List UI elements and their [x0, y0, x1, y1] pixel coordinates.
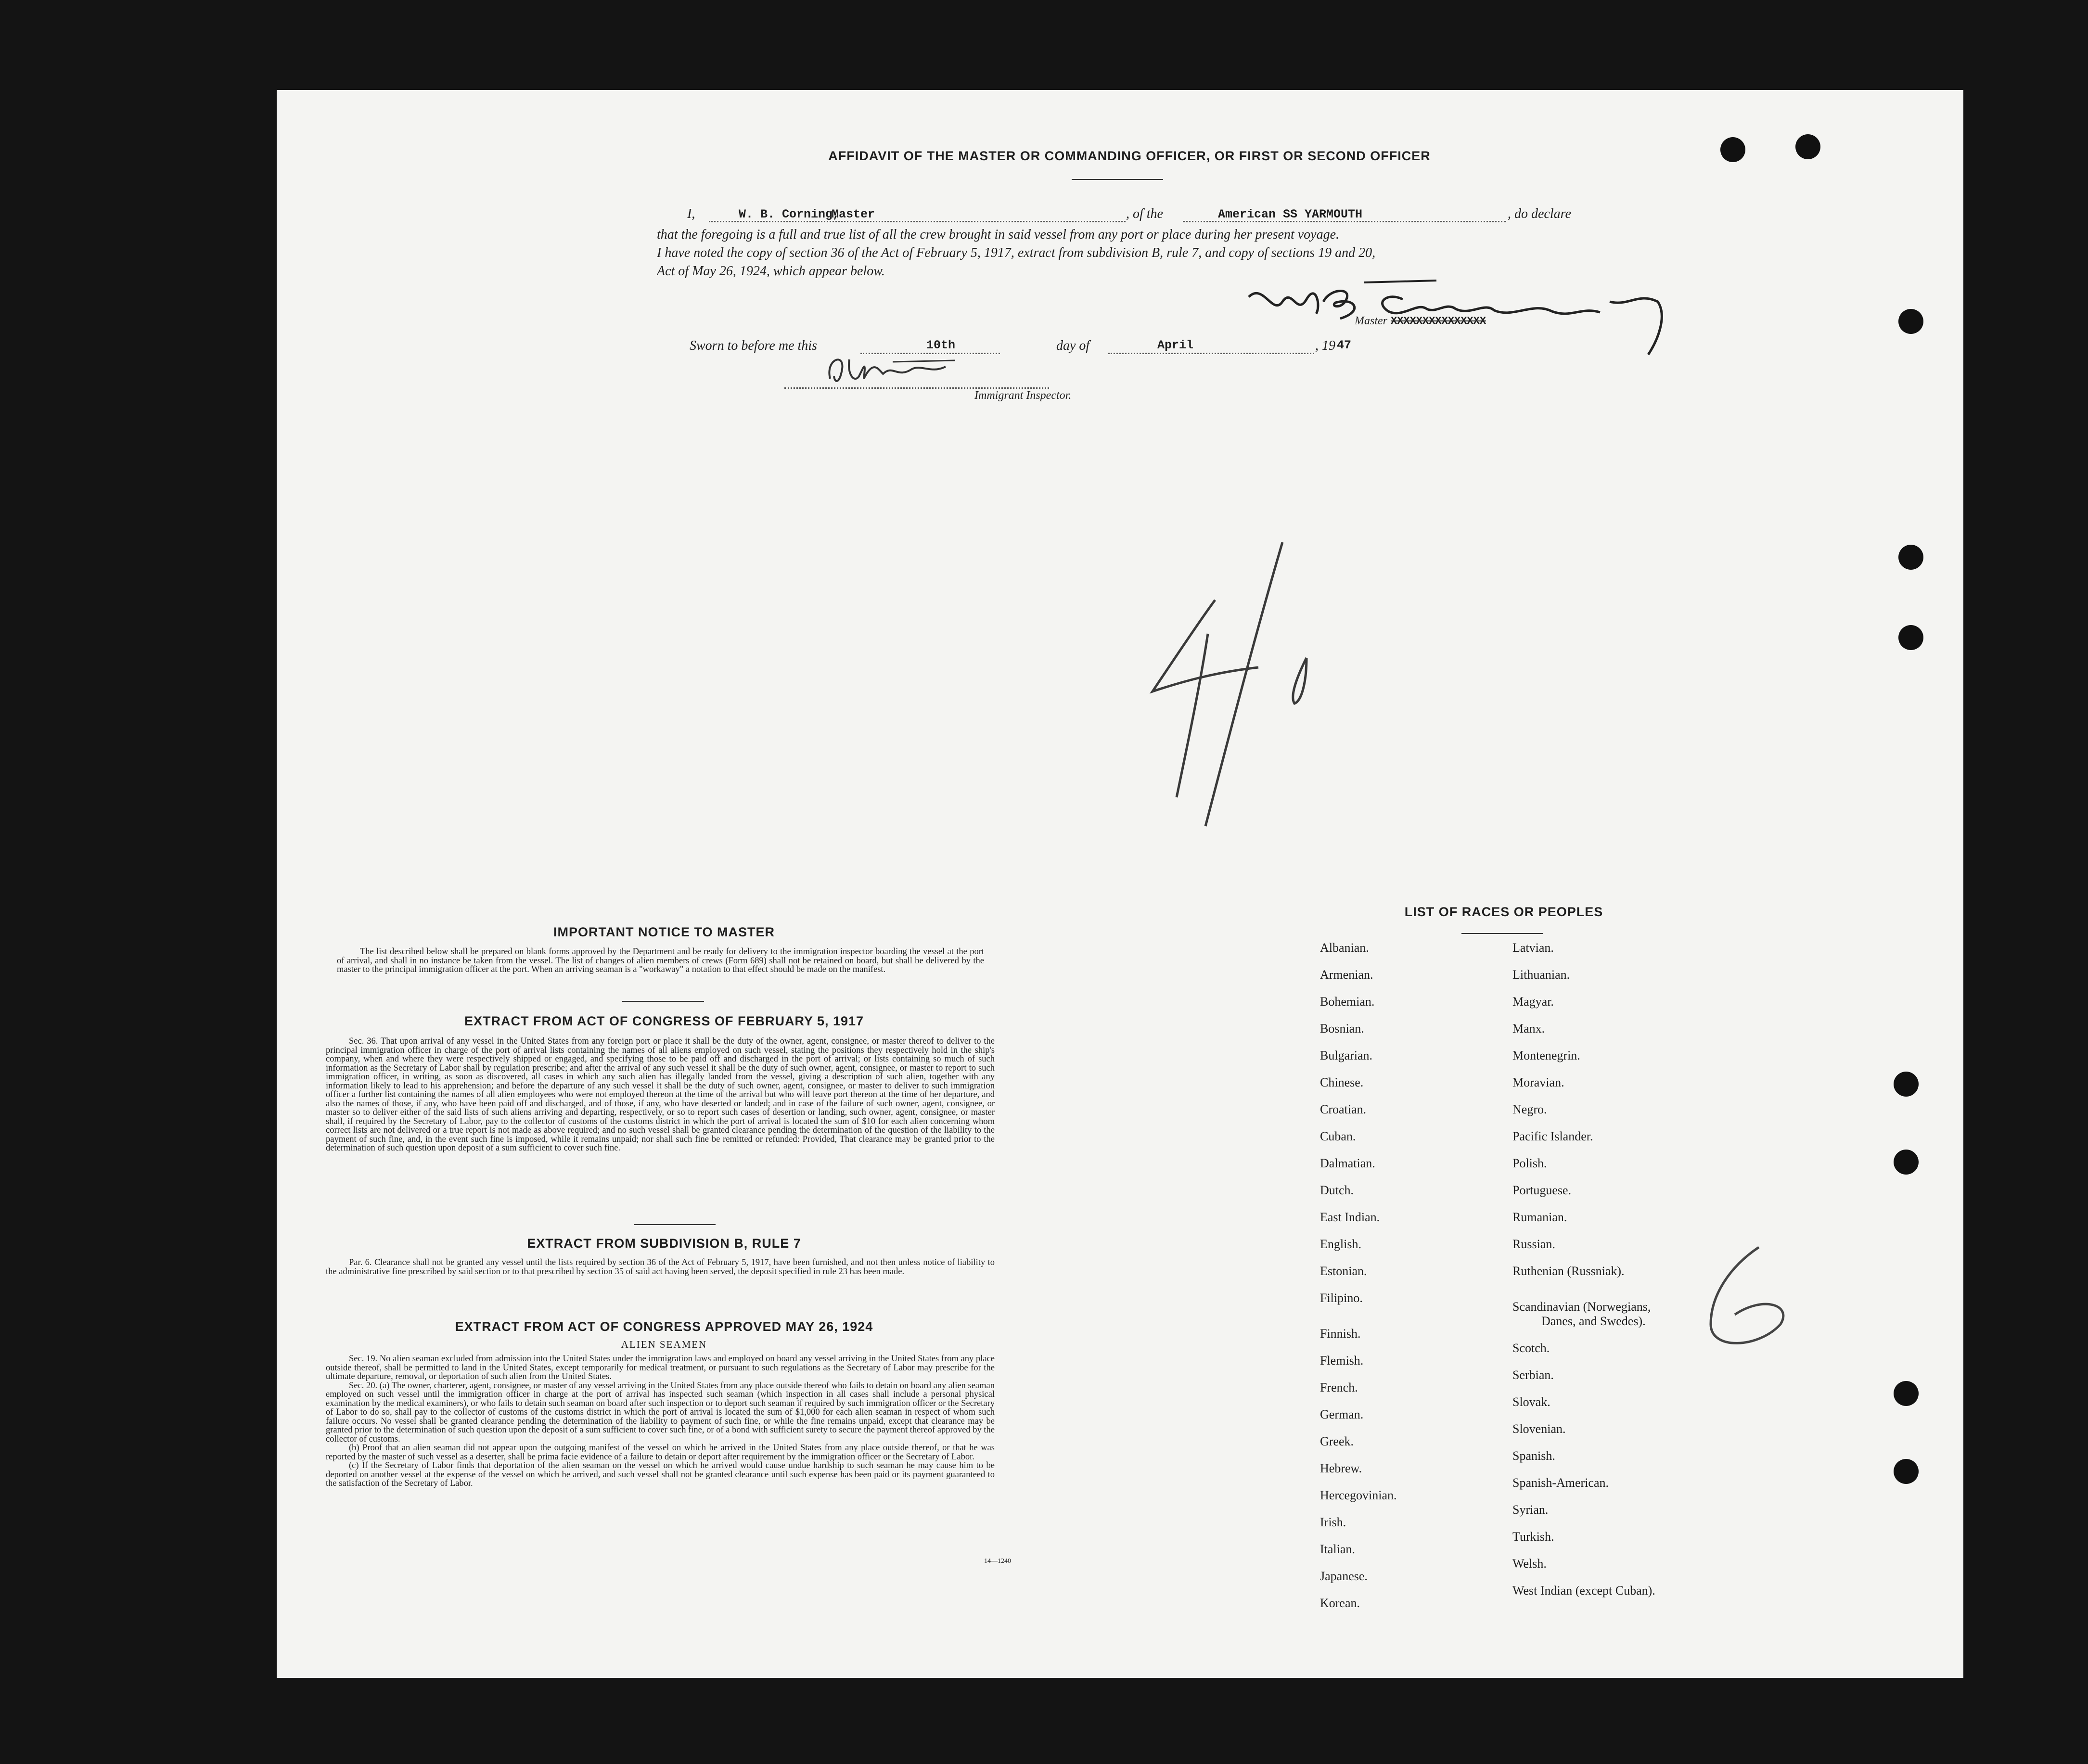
race-item: Syrian.	[1512, 1503, 1549, 1517]
race-item: Russian.	[1512, 1237, 1555, 1251]
races-title: LIST OF RACES OR PEOPLES	[1404, 905, 1603, 919]
race-item: Estonian.	[1320, 1264, 1367, 1278]
section-19-paragraph: Sec. 19. No alien seaman excluded from admission into the United States under the immigration laws and employed on board any vessel arriving in the United States from any place outside thereof, shall be permitted to land in the United States, except temporarily for medical treatment, or pursuant to such regulations as the Secretary of Labor may prescribe for the ultimate departure, removal, or deportation of such alien from the United States.	[326, 1354, 995, 1381]
race-item: Dutch.	[1320, 1183, 1354, 1197]
year-prefix: , 19	[1315, 338, 1335, 353]
race-item: Pacific Islander.	[1512, 1129, 1593, 1143]
extract-1917-body	[326, 1037, 995, 1153]
subdivision-b-title: EXTRACT FROM SUBDIVISION B, RULE 7	[527, 1236, 801, 1251]
extract-1924-body	[326, 1355, 995, 1488]
binder-hole	[1898, 309, 1923, 334]
race-item: Montenegrin.	[1512, 1048, 1580, 1062]
inspector-label: Immigrant Inspector.	[974, 389, 1072, 402]
race-item: Japanese.	[1320, 1569, 1368, 1583]
races-right-column	[1512, 90, 1801, 1678]
race-item: Latvian.	[1512, 941, 1554, 955]
form-number: 14—1240	[984, 1558, 1011, 1565]
sworn-line	[690, 338, 1363, 358]
race-item: Flemish.	[1320, 1354, 1364, 1368]
of-the-label: , of the	[1126, 206, 1163, 221]
race-item: Spanish-American.	[1512, 1476, 1609, 1490]
race-item: Danes, and Swedes).	[1541, 1314, 1646, 1328]
race-item: Greek.	[1320, 1434, 1354, 1448]
declaration-line-4: Act of May 26, 1924, which appear below.	[657, 264, 885, 279]
vessel-name: American SS YARMOUTH	[1218, 207, 1363, 221]
master-label: Master	[1355, 315, 1387, 327]
notice-body	[337, 947, 984, 974]
race-item: English.	[1320, 1237, 1361, 1251]
race-item: Dalmatian.	[1320, 1156, 1375, 1170]
race-item: Serbian.	[1512, 1368, 1554, 1382]
race-item: Bosnian.	[1320, 1022, 1364, 1035]
race-item: Scotch.	[1512, 1341, 1550, 1355]
document-page	[277, 90, 1963, 1678]
inspector-signature	[820, 350, 965, 388]
race-item: Slovenian.	[1512, 1422, 1566, 1436]
race-item: Bohemian.	[1320, 995, 1375, 1009]
race-item: Magyar.	[1512, 995, 1554, 1009]
race-item: Portuguese.	[1512, 1183, 1572, 1197]
month-value: April	[1157, 338, 1194, 352]
notice-paragraph: The list described below shall be prepared on blank forms approved by the Department and be ready for delivery to the immigration inspector boarding the vessel at the port of arrival, and shall in no instance be taken from the vessel. The list of changes of alien members of crews (Form 689) shall not be retained on board, but shall be delivered by the master to the principal immigration officer at the port. When an arriving seaman is a "workaway" a notation to that effect should be made on the manifest.	[337, 947, 984, 974]
race-item: Irish.	[1320, 1515, 1346, 1529]
binder-hole	[1894, 1150, 1919, 1175]
do-declare-label: , do declare	[1508, 206, 1571, 221]
binder-hole	[1894, 1072, 1919, 1097]
section-20c-paragraph: (c) If the Secretary of Labor finds that deportation of the alien seaman on the vessel on which he arrived would cause undue hardship to such seaman he may cause him to be deported on another vessel at the expense of the vessel on which he arrived, and such vessel shall not be granted clearance until such expense has been paid or its payment guaranteed to the satisfaction of the Secretary of Labor.	[326, 1461, 995, 1488]
binder-hole	[1898, 545, 1923, 570]
handwritten-date-mark	[1143, 537, 1316, 841]
race-item: Bulgarian.	[1320, 1048, 1373, 1062]
section-20a-paragraph: Sec. 20. (a) The owner, charterer, agent, consignee, or master of any vessel arriving in the United States from any place outside thereof who fails to detain on board any alien seaman employed on such vessel until the immigration officer in charge at the port of arrival has inspected such seaman (which inspection in all cases shall include a personal physical examination by the medical examiners), or who fails to detain such seaman on board after such inspection or to deport such seaman if required by such immigration officer or the Secretary of Labor to do so, shall pay to the collector of customs of the customs district in which the port of arrival is located the sum of $1,000 for each alien seaman in respect of whom such failure occurs. No vessel shall be granted clearance pending the determination of the liability to payment of such fine, or while the fine remains unpaid, except that clearance may be granted prior to the determination of such question upon the deposit of a sum sufficient to cover such fine, or of a bond with sufficient surety to secure the payment thereof approved by the collector of customs.	[326, 1381, 995, 1444]
race-item: Slovak.	[1512, 1395, 1550, 1409]
month-fill-line	[1108, 353, 1314, 354]
title-rule	[1072, 179, 1163, 180]
binder-hole	[1894, 1459, 1919, 1484]
subdivision-b-body	[326, 1258, 995, 1276]
race-item: Cuban.	[1320, 1129, 1356, 1143]
notice-title: IMPORTANT NOTICE TO MASTER	[553, 925, 775, 939]
race-item: Armenian.	[1320, 968, 1373, 982]
race-item: Chinese.	[1320, 1075, 1364, 1089]
race-item: East Indian.	[1320, 1210, 1380, 1224]
declaration-line-3: I have noted the copy of section 36 of the Act of February 5, 1917, extract from subdivision B, rule 7, and copy of sections 19 and 20,	[657, 245, 1376, 260]
race-item: Hebrew.	[1320, 1461, 1362, 1475]
day-value: 10th	[926, 338, 956, 352]
race-item: German.	[1320, 1407, 1364, 1421]
race-item: Scandinavian (Norwegians,	[1512, 1300, 1651, 1314]
day-of-label: day of	[1056, 338, 1090, 353]
race-item: Italian.	[1320, 1542, 1355, 1556]
binder-hole	[1898, 625, 1923, 650]
sworn-label: Sworn to before me this	[690, 338, 817, 353]
race-item: Korean.	[1320, 1596, 1360, 1610]
affidavit-title: AFFIDAVIT OF THE MASTER OR COMMANDING OFFICER, OR FIRST OR SECOND OFFICER	[828, 149, 1431, 163]
struck-title: XXXXXXXXXXXXXXX	[1391, 315, 1486, 327]
master-name: W. B. Corning,	[739, 207, 840, 221]
race-item: Manx.	[1512, 1022, 1545, 1035]
race-item: Moravian.	[1512, 1075, 1564, 1089]
race-item: Polish.	[1512, 1156, 1547, 1170]
race-item: West Indian (except Cuban).	[1512, 1584, 1655, 1598]
section-divider	[634, 1224, 716, 1225]
paragraph-6: Par. 6. Clearance shall not be granted any vessel until the lists required by section 36 of the Act of February 5, 1917, have been furnished, and not then unless notice of liability to the administrative fine prescribed by said section or to that prescribed by section 35 of said act having been served, the deposit specified in rule 23 has been made.	[326, 1258, 995, 1277]
section-36-paragraph: Sec. 36. That upon arrival of any vessel in the United States from any foreign port or place it shall be the duty of the owner, agent, consignee, or master thereof to deliver to the principal immigration officer in charge of the port of arrival lists containing the names of all aliens employed on such vessel, stating the positions they respectively hold in the ship's company, when and where they were respectively shipped or engaged, and specifying those to be paid off and discharged in the port of arrival; or lists containing so much of such information as the Secretary of Labor shall by regulation prescribe; and after the arrival of any such vessel it shall be the duty of such owner, agent, consignee, or master to report to such immigration officer, in writing, as soon as discovered, all cases in which any such alien has illegally landed from the vessel, giving a description of such alien, together with any information likely to lead to his apprehension; and before the departure of any such vessel it shall be the duty of such owner, agent, consignee, or master to deliver to such immigration officer a further list containing the names of all alien employees who were not employed thereon at the time of the arrival but who will leave port thereon at the time of her departure, and also the names of those, if any, who have been paid off and discharged, and of those, if any, who have deserted or landed; and in case of the failure of such owner, agent, consignee, or master so to deliver either of the said lists of such aliens arriving and departing, respectively, or so to report such cases of desertion or landing, such owner, agent, consignee, or master shall, if required by the Secretary of Labor, pay to the collector of customs of the customs district in which the port of arrival is located the sum of $10 for each alien concerning whom correct lists are not delivered or a true report is not made as above required; and no such vessel shall be granted clearance pending the determination of the question of the liability to the payment of such fine, and, in the event such fine is imposed, while it remains unpaid; nor shall such fine be remitted or refunded: Provided, That clearance may be granted prior to the determination of such question upon deposit of a sum sufficient to cover such fine.	[326, 1036, 995, 1153]
race-item: Ruthenian (Russniak).	[1512, 1264, 1625, 1278]
inspector-fill-line	[784, 387, 1049, 389]
race-item: Spanish.	[1512, 1449, 1555, 1463]
binder-hole	[1894, 1381, 1919, 1406]
race-item: Lithuanian.	[1512, 968, 1570, 982]
race-item: Filipino.	[1320, 1291, 1363, 1305]
race-item: French.	[1320, 1381, 1358, 1394]
race-item: Welsh.	[1512, 1557, 1547, 1571]
extract-1917-title: EXTRACT FROM ACT OF CONGRESS OF FEBRUARY 5, 1917	[464, 1014, 864, 1028]
race-item: Croatian.	[1320, 1102, 1367, 1116]
master-rank: Master	[832, 207, 875, 221]
year-suffix: 47	[1337, 338, 1352, 352]
extract-1924-title: EXTRACT FROM ACT OF CONGRESS APPROVED MAY 26, 1924	[455, 1319, 873, 1334]
race-item: Rumanian.	[1512, 1210, 1567, 1224]
race-item: Finnish.	[1320, 1327, 1361, 1341]
section-20b-paragraph: (b) Proof that an alien seaman did not appear upon the outgoing manifest of the vessel on which he arrived in the United States from any place outside thereof, or that he was reported by the master of such vessel as a deserter, shall be prima facie evidence of a failure to detain or deport after requirement by the immigration officer or the Secretary of Labor.	[326, 1443, 995, 1462]
race-item: Albanian.	[1320, 941, 1369, 955]
i-label: I,	[687, 206, 695, 221]
race-item: Turkish.	[1512, 1530, 1554, 1544]
alien-seamen-subtitle: ALIEN SEAMEN	[621, 1339, 707, 1350]
races-left-column	[1320, 90, 1503, 1678]
race-item: Hercegovinian.	[1320, 1488, 1397, 1502]
declaration-line-2: that the foregoing is a full and true list of all the crew brought in said vessel from any port or place during her present voyage.	[657, 227, 1340, 242]
race-item: Negro.	[1512, 1102, 1547, 1116]
section-divider	[622, 1001, 704, 1002]
